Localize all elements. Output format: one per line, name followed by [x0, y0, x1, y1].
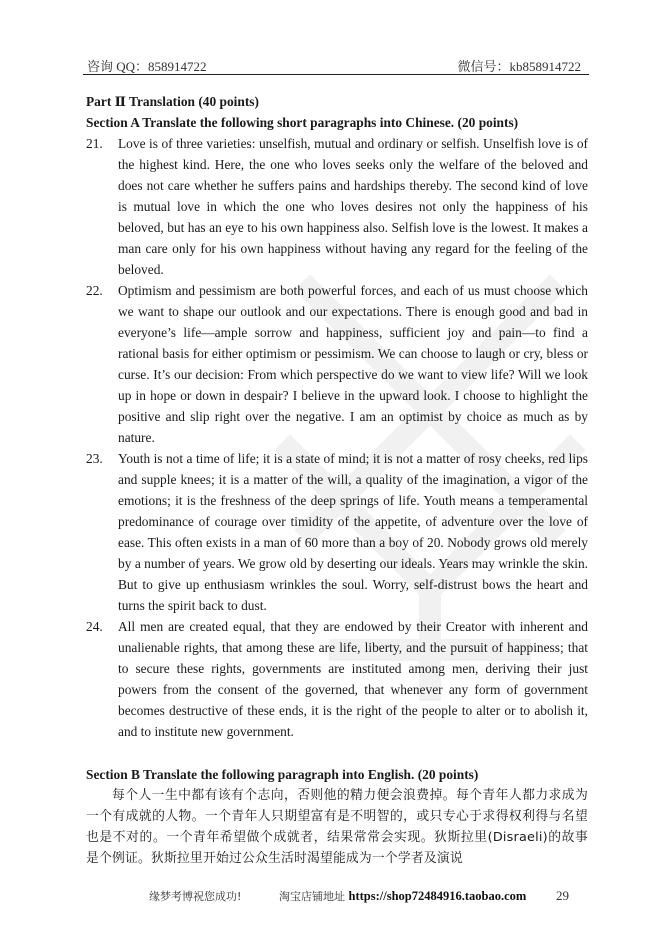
question-text: All men are created equal, that they are endowed by their Creator with inherent and unalienable rights, that among these are life, liberty, and the pursuit of happiness; that to secure these rights, governments are instituted among men, deriving their just powers from the consent of the governed, that whenever any form of government becomes destructive of these ends, it is the right of the people to alter or to abolish it, and to institute new government. [118, 619, 588, 739]
question-21 [86, 133, 588, 280]
question-text: Love is of three varieties: unselfish, mutual and ordinary or selfish. Unselfish love is of the highest kind. Here, the one who loves seeks only the welfare of the beloved and does not care whether he suffers pains and hardships thereby. The second kind of love is mutual love in which the one who loves desires not only the happiness of his beloved, but has an eye to his own happiness also. Selfish love is the lowest. It makes a man care only for his own happiness without having any regard for the feeling of the beloved. [118, 136, 588, 277]
question-text: Optimism and pessimism are both powerful forces, and each of us must choose which we want to shape our outlook and our expectations. There is enough good and bad in everyone’s life—ample sorrow and happiness, sufficient joy and pain—to find a rational basis for either optimism or pessimism. We can choose to laugh or cry, bless or curse. It’s our decision: From which perspective do we want to view life? Will we look up in hope or down in despair? I believe in the upward look. I choose to highlight the positive and slip right over the negative. I am an optimist by choice as much as by nature. [118, 283, 588, 445]
section-b-title: Section B Translate the following paragraph into English. (20 points) [86, 767, 479, 782]
page-number: 29 [556, 888, 569, 903]
header-qq-contact: 咨询 QQ：858914722 [87, 59, 207, 74]
question-22 [86, 280, 588, 448]
footer-shop-link[interactable]: https://shop72484916.taobao.com [348, 889, 527, 903]
page-content [86, 91, 588, 869]
page-header [83, 54, 589, 75]
footer-slogan: 缘梦考博祝您成功! [149, 890, 242, 903]
part-title: Part Ⅱ Translation (40 points) [86, 94, 259, 109]
header-wechat-contact: 微信号：kb858914722 [457, 59, 581, 74]
question-number: 24. [86, 619, 103, 634]
question-24 [86, 616, 588, 742]
question-number: 21. [86, 136, 103, 151]
footer-shop-label: 淘宝店铺地址 [279, 890, 345, 903]
footer-shop [279, 888, 526, 904]
question-23 [86, 448, 588, 616]
question-text: Youth is not a time of life; it is a state of mind; it is not a matter of rosy cheeks, red lips and supple knees; it is a matter of the will, a quality of the imagination, a vigor of the emotions; it is the freshness of the deep springs of life. Youth means a temperamental predominance of courage over timidity of the appetite, of adventure over the love of ease. This often exists in a man of 60 more than a boy of 20. Nobody grows old merely by a number of years. We grow old by deserting our ideals. Years may wrinkle the skin. But to give up enthusiasm wrinkles the soul. Worry, self-distrust bows the heart and turns the spirit back to dust. [118, 451, 588, 613]
section-b-chinese-paragraph: 每个人一生中都有该有个志向，否则他的精力便会浪费掉。每个青年人都力求成为一个有成就的人物。一个青年人只期望富有是不明智的，或只专心于求得权利得与名望也是不对的。一个青年希望做个成就者，结果常常会实现。狄斯拉里(Disraeli)的故事是个例证。狄斯拉里开始过公众生活时渴望能成为一个学者及演说 [86, 788, 588, 866]
question-number: 22. [86, 283, 103, 298]
question-number: 23. [86, 451, 103, 466]
section-a-title: Section A Translate the following short paragraphs into Chinese. (20 points) [86, 115, 519, 130]
